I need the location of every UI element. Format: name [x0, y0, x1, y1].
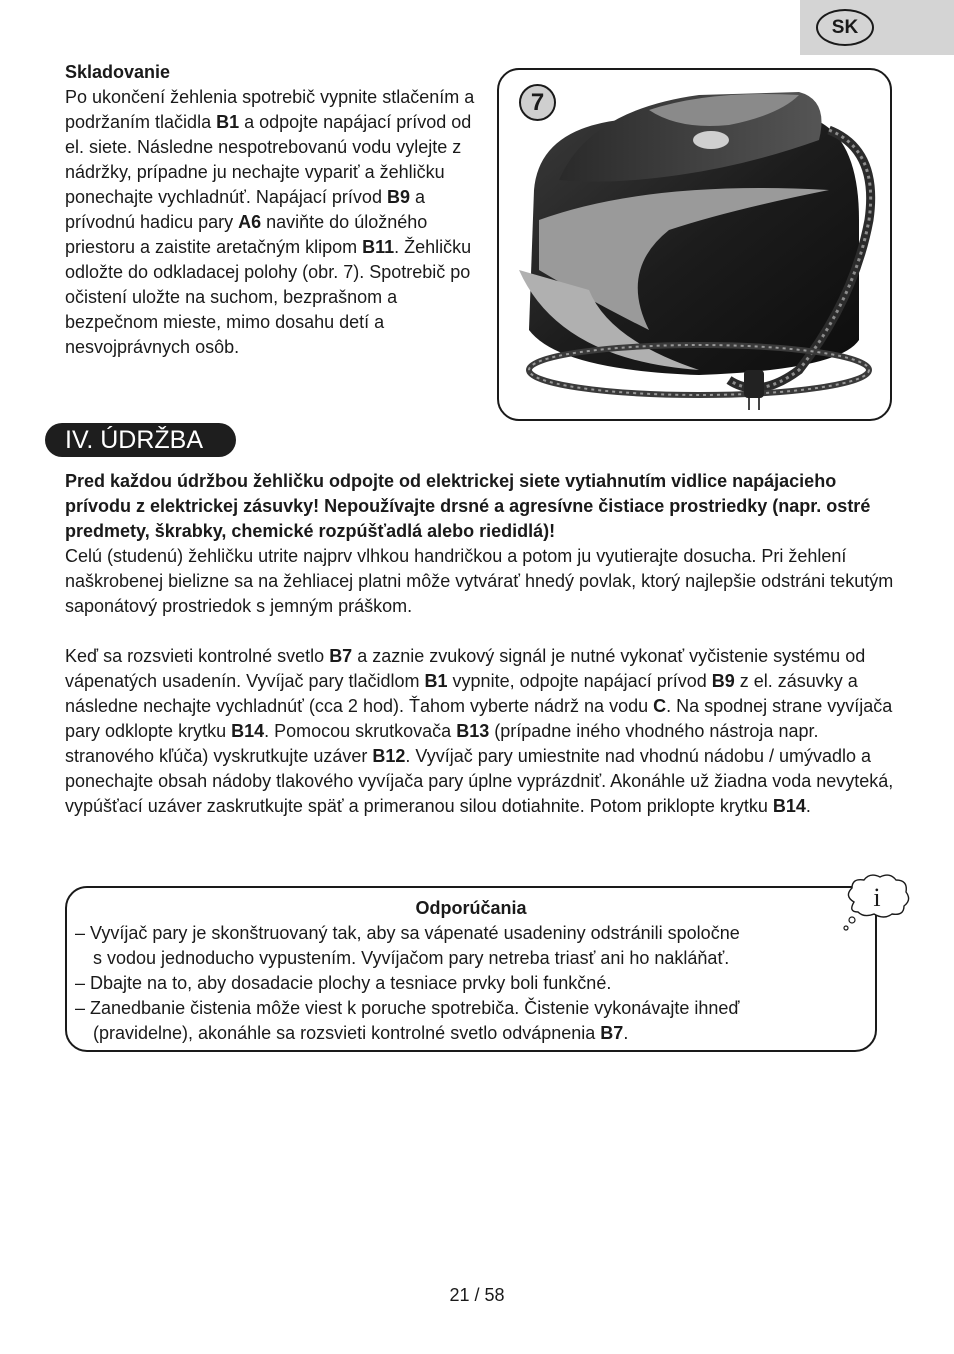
part-reference: B14 — [231, 721, 265, 741]
part-reference: B14 — [772, 796, 806, 816]
part-reference: B7 — [329, 646, 353, 666]
figure-steam-station — [497, 68, 892, 421]
page-number: 21 / 58 — [449, 1285, 505, 1305]
maintenance-cleaning-text: Celú (studenú) žehličku utrite najprv vlhkou handričkou a potom ju vyutierajte dosucha. Pri žehlení naškrobenej bielizne sa na žehliacej platni môže vytvárať hnedý povlak, ktorý najlepšie odstráni tekutým saponátový prostriedok s jemným práškom. — [65, 546, 894, 616]
part-reference: A6 — [238, 212, 262, 232]
recommendation-item: – Dbajte na to, aby dosadacie plochy a tesniace prvky boli funkčné. — [75, 973, 612, 993]
text-run: Keď sa rozsvieti kontrolné svetlo — [65, 646, 330, 666]
part-reference: B9 — [711, 671, 735, 691]
maintenance-section — [65, 469, 895, 819]
section-heading-maintenance: IV. ÚDRŽBA — [45, 423, 236, 457]
text-run: . Na spodnej strane vyvíjača pary odklopte krytku — [65, 696, 893, 741]
part-reference: B11 — [362, 237, 395, 257]
storage-section — [65, 60, 475, 360]
part-reference: B13 — [456, 721, 490, 741]
storage-paragraph — [65, 85, 475, 360]
text-run: . Vyvíjač pary umiestnite nad vhodnú nádobu / umývadlo a ponechajte obsah nádoby tlakového vyvíjača pary úplne vyprázdniť. Akonáhle už žiadna voda nevyteká, vypúšťací uzáver zaskrutkujte späť a primeranou silou dotiahnite. Potom priklopte krytku — [65, 746, 894, 816]
recommendation-item: – Zanedbanie čistenia môže viest k poruche spotrebiča. Čistenie vykonávajte ihneď — [75, 998, 740, 1018]
part-reference: B1 — [424, 671, 448, 691]
maintenance-descaling-text — [65, 644, 895, 819]
recommendation-item: – Vyvíjač pary je skonštruovaný tak, aby sa vápenaté usadeniny odstránili spoločne — [75, 923, 740, 943]
text-run: naviňte do úložného priestoru a zaistite aretačným klipom — [65, 212, 428, 257]
part-reference: B9 — [386, 187, 410, 207]
part-reference: C — [653, 696, 667, 716]
recommendation-item-continued: (pravidelne), akonáhle sa rozsvieti kontrolné svetlo odvápnenia B7. — [93, 1023, 629, 1043]
text-run: Po ukončení žehlenia spotrebič vypnite stlačením a podržaním tlačidla — [65, 87, 475, 132]
text-run: . Žehličku odložte do odkladacej polohy (obr. 7). Spotrebič po očistení uložte na suchom, bezprašnom a bezpečnom mieste, mimo dosahu detí a nesvojprávnych osôb. — [65, 237, 472, 357]
storage-title: Skladovanie — [65, 62, 171, 82]
steam-station-illustration — [499, 70, 890, 419]
info-letter: i — [873, 883, 881, 912]
recommendations-title: Odporúčania — [415, 898, 527, 918]
text-run: a zaznie zvukový signál je nutné vykonať vyčistenie systému od vápenatých usadenín. Vyvíjač pary tlačidlom — [65, 646, 866, 691]
part-reference: B1 — [216, 112, 240, 132]
maintenance-warning: Pred každou údržbou žehličku odpojte od elektrickej siete vytiahnutím vidlice napájacieho prívodu z elektrickej zásuvky! Nepoužívajte drsné a agresívne čistiace prostriedky (napr. ostré predmety, škrabky, chemické rozpúšťadlá alebo riedidlá)! — [65, 471, 871, 541]
language-badge: SK — [816, 9, 874, 46]
recommendation-item-continued: s vodou jednoducho vypustením. Vyvíjačom pary netreba triasť ani ho nakláňať. — [93, 948, 730, 968]
language-tab — [800, 0, 954, 55]
recommendations-box — [65, 886, 877, 1052]
text-run: . — [805, 796, 811, 816]
figure-number-badge: 7 — [519, 84, 556, 121]
info-bubble-icon — [840, 872, 912, 934]
text-run: . Pomocou skrutkovača — [264, 721, 457, 741]
text-run: (prípadne iného vhodného nástroja napr. stranového kľúča) vyskrutkujte uzáver — [65, 721, 819, 766]
text-run: a odpojte napájací prívod od el. siete. Následne nespotrebovanú vodu vylejte z nádržky, prípadne ju nechajte vypariť a žehličku ponechajte vychladnúť. Napájací prívod — [65, 112, 472, 207]
text-run: z el. zásuvky a následne nechajte vychladnúť (cca 2 hod). Ťahom vyberte nádrž na vodu — [65, 671, 858, 716]
text-run: vypnite, odpojte napájací prívod — [447, 671, 712, 691]
part-reference: B12 — [372, 746, 406, 766]
text-run: a prívodnú hadicu pary — [65, 187, 425, 232]
